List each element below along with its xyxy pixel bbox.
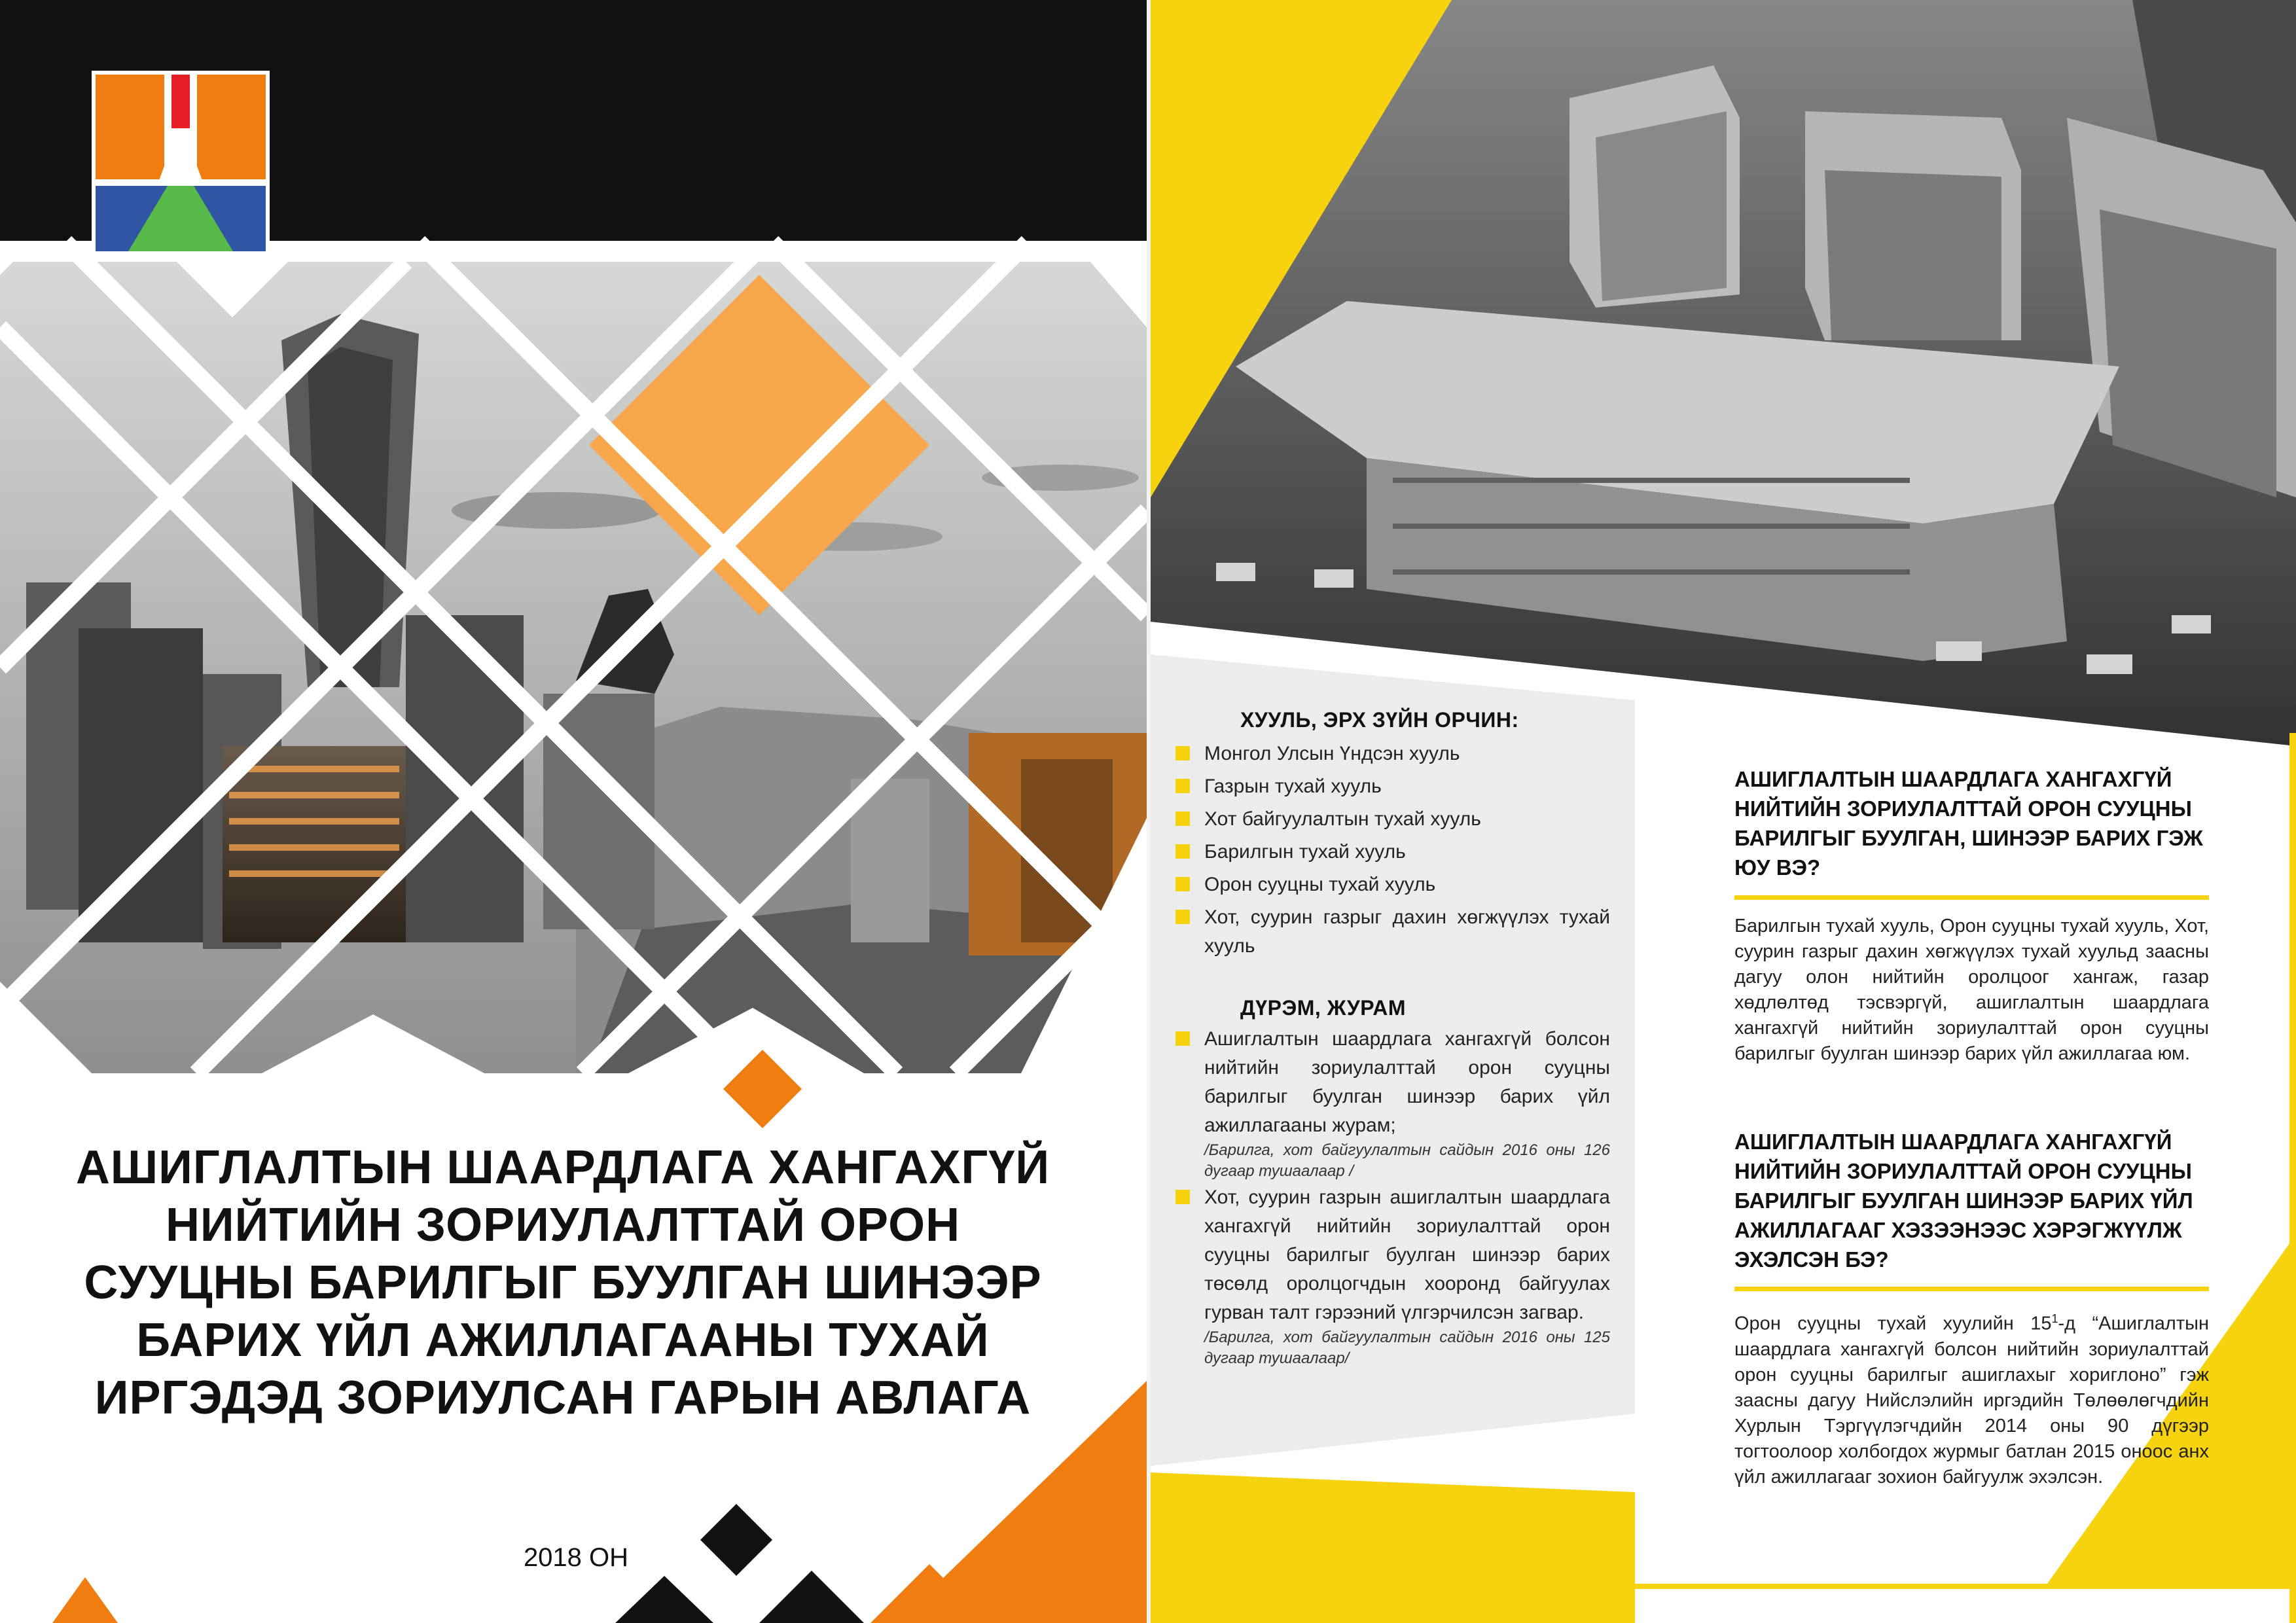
question-2-heading: АШИГЛАЛТЫН ШААРДЛАГА ХАНГАХГҮЙ НИЙТИЙН ЗОРИУЛАЛТТАЙ ОРОН СУУЦНЫ БАРИЛГЫГ БУУЛГАН ШИНЭЭР БАРИХ ҮЙЛ АЖИЛЛАГААГ ХЭЗЭЭНЭЭС ХЭРЭГЖҮҮЛЖ ЭХЭЛСЭН БЭ?	[1734, 1130, 2193, 1272]
law-item: Хот, суурин газрыг дахин хөгжүүлэх тухай хууль	[1204, 903, 1610, 961]
cover-title-line: АШИГЛАЛТЫН ШААРДЛАГА ХАНГАХГҮЙ	[75, 1141, 1050, 1194]
law-item: Барилгын тухай хууль	[1204, 838, 1623, 866]
rule-note: /Барилга, хот байгуулалтын сайдын 2016 оны 126 дугаар тушаалаар /	[1204, 1141, 1610, 1180]
bullet-square-icon	[1175, 1190, 1190, 1204]
cover-title	[65, 1139, 1060, 1427]
law-item: Газрын тухай хууль	[1204, 772, 1623, 801]
law-item: Хот байгуулалтын тухай хууль	[1204, 805, 1623, 834]
bullet-square-icon	[1175, 1031, 1190, 1046]
cover-title-line: БАРИХ ҮЙЛ АЖИЛЛАГААНЫ ТУХАЙ	[136, 1314, 990, 1366]
rule-item	[1204, 1183, 1610, 1369]
bullet-square-icon	[1175, 746, 1190, 760]
legal-heading: ХУУЛЬ, ЭРХ ЗҮЙН ОРЧИН:	[1240, 708, 1519, 732]
rule-text: Хот, суурин газрын ашиглалтын шаардлага хангахгүй нийтийн зориулалттай орон сууцны барилгыг буулган шинээр барих төсөлд оролцогчдын хооронд байгуулах гурван талт гэрээний үлгэрчилсэн загвар.	[1204, 1186, 1610, 1323]
law-item: Монгол Улсын Үндсэн хууль	[1204, 740, 1623, 768]
city-photo-collage	[0, 242, 1147, 1073]
yellow-frame-bottom	[1537, 1584, 2296, 1589]
rule-text: Ашиглалтын шаардлага хангахгүй болсон нийтийн зориулалттай орон сууцны барилгыг буулган шинээр барих үйл ажиллагааны журам;	[1204, 1028, 1610, 1136]
bullet-square-icon	[1175, 877, 1190, 891]
rule-note: /Барилга, хот байгуулалтын сайдын 2016 оны 125 дугаар тушаалаар/	[1204, 1329, 1610, 1367]
bullet-square-icon	[1175, 779, 1190, 793]
bullet-square-icon	[1175, 844, 1190, 859]
cover-year: 2018 ОН	[523, 1543, 629, 1572]
yellow-bottom-band	[1151, 1472, 1635, 1623]
question-2-divider	[1734, 1287, 2209, 1291]
question-2-body: Орон сууцны тухай хуулийн $15^1-д$ “Ашиглалтын шаардлага хангахгүй болсон нийтийн зориулалттай орон сууцны барилгыг ашиглахыг хориглоно” гэж заасны дагуу Нийслэлийн иргэдийн Төлөөлөгчдийн Хурлын Тэргүүлэгчдийн 2014 оны 90 дүгээр тогтоолоор холбогдох журмыг батлан 2015 оноос анх үйл ажиллагааг зохион байгуулж эхэлсэн.	[1734, 1312, 2209, 1488]
question-1-divider	[1734, 895, 2209, 900]
question-1-heading: АШИГЛАЛТЫН ШААРДЛАГА ХАНГАХГҮЙ НИЙТИЙН ЗОРИУЛАЛТТАЙ ОРОН СУУЦНЫ БАРИЛГЫГ БУУЛГАН, ШИНЭЭР БАРИХ ГЭЖ ЮУ ВЭ?	[1734, 767, 2203, 880]
cover-title-line: ИРГЭДЭД ЗОРИУЛСАН ГАРЫН АВЛАГА	[94, 1372, 1031, 1424]
bullet-square-icon	[1175, 812, 1190, 826]
cover-title-line: НИЙТИЙН ЗОРИУЛАЛТТАЙ ОРОН	[165, 1199, 961, 1251]
question-1-body: Барилгын тухай хууль, Орон сууцны тухай хууль, Хот, суурин газрыг дахин хөгжүүлэх тухай хуульд заасны дагуу олон нийтийн оролцоог хангаж, газар хөдлөлтөд тэсвэргүй, ашиглалтын шаардлага хангахгүй нийтийн зориулалттай орон сууцны барилгыг буулган шинээр барих үйл ажиллагаа юм.	[1734, 916, 2209, 1064]
organization-logo	[92, 71, 270, 255]
law-item: Орон сууцны тухай хууль	[1204, 870, 1623, 899]
rule-item	[1204, 1025, 1610, 1182]
rules-heading: ДҮРЭМ, ЖУРАМ	[1240, 996, 1407, 1020]
cover-title-line: СУУЦНЫ БАРИЛГЫГ БУУЛГАН ШИНЭЭР	[84, 1257, 1042, 1309]
bullet-square-icon	[1175, 910, 1190, 924]
cover-page	[0, 0, 1147, 1623]
